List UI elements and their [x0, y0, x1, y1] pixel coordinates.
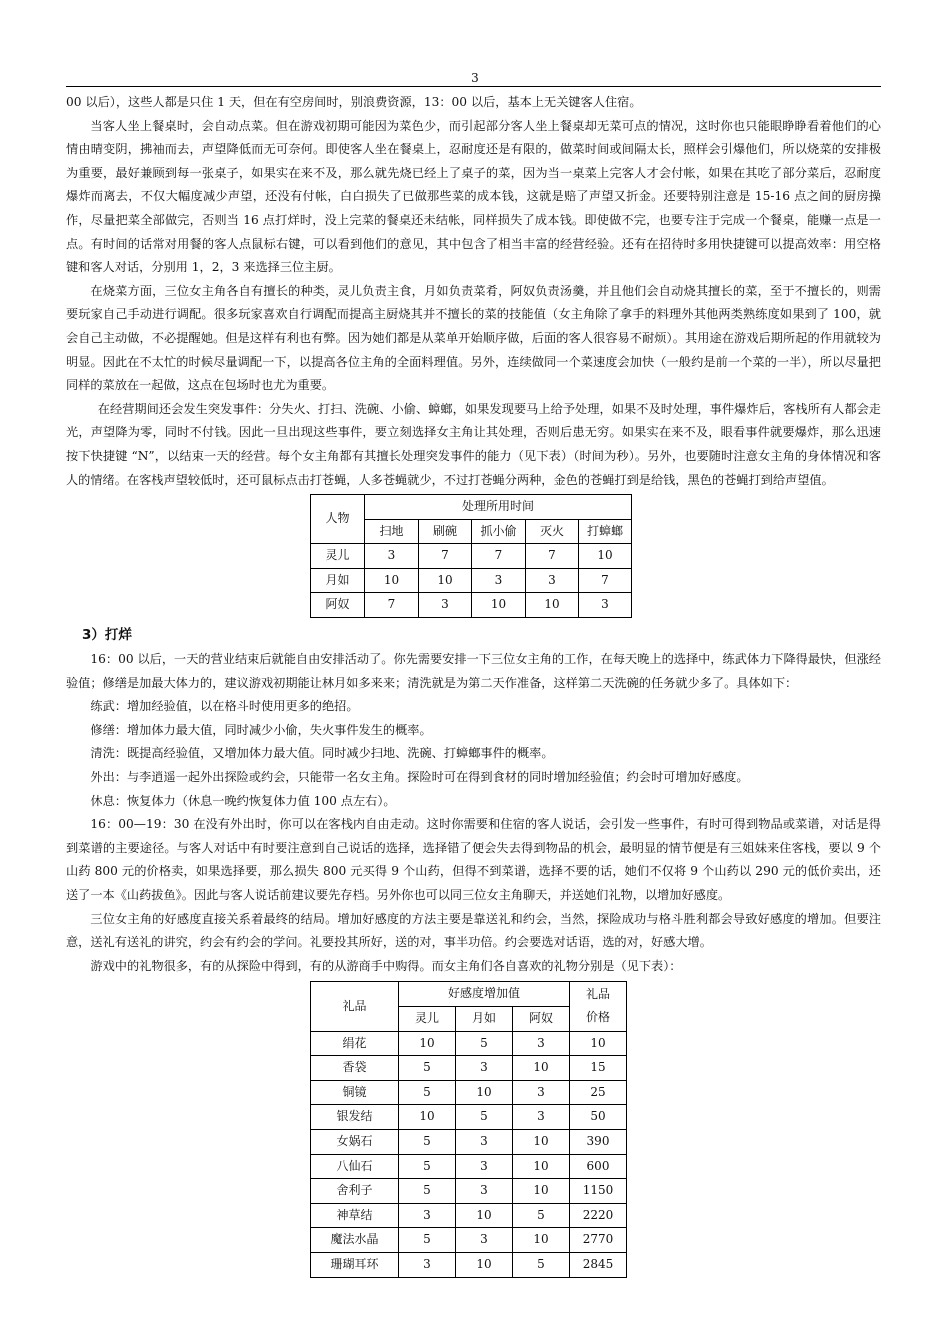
- affinity-value-cell: 5: [456, 1105, 513, 1130]
- events-column-header: 灭火: [526, 519, 579, 544]
- gift-name-cell: 香袋: [311, 1056, 399, 1081]
- gifts-character-header: 阿奴: [513, 1006, 570, 1031]
- time-value-cell: 10: [526, 593, 579, 618]
- gift-name-cell: 珊瑚耳环: [311, 1252, 399, 1277]
- affinity-value-cell: 10: [513, 1228, 570, 1253]
- paragraph: 练武：增加经验值，以在格斗时使用更多的绝招。: [90, 699, 359, 714]
- table-row: [311, 1080, 627, 1105]
- paragraph: 00 以后），这些人都是只住 1 天，但在有空房间时，别浪费资源，13：00 以后，基本上无关键客人住宿。: [66, 95, 642, 109]
- paragraph: 休息：恢复体力（休息一晚约恢复体力值 100 点左右）。: [90, 793, 396, 808]
- paragraph: 在经营期间还会发生突发事件：分失火、打扫、洗碗、小偷、蟑螂，如果发现要马上给予处理，如果不及时处理，事件爆炸后，客栈所有人都会走光，声望降为零，同时不付钱。因此一旦出现这些事件，要立刻选择女主角让其处理，否则后患无穷。如果实在来不及，眼看事件就要爆炸，那么迅速按下快捷键 “N”，以结束一天的经营。每个女主角都有其擅长处理突发事件的能力（见下表）（时间为秒）。另外，也要随时注意女主角的身体情况和客人的情绪。在客栈声望较低时，还可鼠标点击打苍蝇，人多苍蝇就少，不过打苍蝇分两种，金色的苍蝇打到是给钱，黑色的苍蝇打到给声望值。: [66, 401, 881, 487]
- gifts-group-header: 好感度增加值: [399, 982, 570, 1007]
- table-row: [311, 1154, 627, 1179]
- time-value-cell: 10: [365, 568, 419, 593]
- person-name-cell: 灵儿: [311, 544, 365, 569]
- affinity-value-cell: 10: [456, 1080, 513, 1105]
- affinity-value-cell: 3: [513, 1105, 570, 1130]
- gifts-table-wrapper: [310, 981, 881, 1277]
- table-row: [311, 1105, 627, 1130]
- gift-price-cell: 2845: [570, 1252, 627, 1277]
- events-column-header: 打蟑螂: [579, 519, 632, 544]
- time-value-cell: 3: [526, 568, 579, 593]
- table-row: [311, 1031, 627, 1056]
- gift-price-cell: 10: [570, 1031, 627, 1056]
- affinity-value-cell: 3: [513, 1080, 570, 1105]
- gifts-table-body: [311, 1031, 627, 1277]
- table-row: [311, 1228, 627, 1253]
- table-row: [311, 1179, 627, 1204]
- person-name-cell: 阿奴: [311, 593, 365, 618]
- gifts-price-header: [570, 982, 627, 1031]
- affinity-value-cell: 3: [456, 1179, 513, 1204]
- events-column-header: 刷碗: [419, 519, 472, 544]
- document-body: [66, 91, 881, 1278]
- gift-price-cell: 15: [570, 1056, 627, 1081]
- time-value-cell: 7: [472, 544, 526, 569]
- gift-name-cell: 舍利子: [311, 1179, 399, 1204]
- paragraph: 16：00 以后，一天的营业结束后就能自由安排活动了。你先需要安排一下三位女主角的工作，在每天晚上的选择中，练武体力下降得最快，但涨经验值；修缮是加最大体力的，建议游戏初期能让林月如多来来；清洗就是为第二天作准备，这样第二天洗碗的任务就少多了。具体如下：: [66, 652, 881, 690]
- affinity-value-cell: 3: [456, 1129, 513, 1154]
- table-row: [311, 544, 632, 569]
- gift-price-cell: 2220: [570, 1203, 627, 1228]
- events-table-wrapper: [310, 494, 881, 618]
- time-value-cell: 3: [365, 544, 419, 569]
- affinity-value-cell: 10: [513, 1129, 570, 1154]
- affinity-value-cell: 5: [456, 1031, 513, 1056]
- page-number: 3: [471, 71, 479, 85]
- time-value-cell: 10: [419, 568, 472, 593]
- time-value-cell: 3: [579, 593, 632, 618]
- gift-name-cell: 绢花: [311, 1031, 399, 1056]
- gift-name-cell: 女娲石: [311, 1129, 399, 1154]
- table-row: [311, 593, 632, 618]
- gifts-table: [310, 981, 627, 1277]
- time-value-cell: 10: [472, 593, 526, 618]
- affinity-value-cell: 5: [399, 1154, 456, 1179]
- affinity-value-cell: 5: [399, 1080, 456, 1105]
- table-row: [311, 1252, 627, 1277]
- gift-name-cell: 神草结: [311, 1203, 399, 1228]
- events-table-body: [311, 544, 632, 618]
- gifts-name-header: 礼品: [311, 982, 399, 1031]
- affinity-value-cell: 3: [399, 1203, 456, 1228]
- gift-price-cell: 600: [570, 1154, 627, 1179]
- events-person-header: 人物: [311, 495, 365, 544]
- paragraph: 三位女主角的好感度直接关系着最终的结局。增加好感度的方法主要是靠送礼和约会，当然，探险成功与格斗胜利都会导致好感度的增加。但要注意，送礼有送礼的讲究，约会有约会的学问。礼要投其所好，送的对，事半功倍。约会要选对话语，选的对，好感大增。: [66, 911, 881, 950]
- table-row: [311, 1129, 627, 1154]
- affinity-value-cell: 10: [456, 1203, 513, 1228]
- paragraph: 游戏中的礼物很多，有的从探险中得到，有的从游商手中购得。而女主角们各自喜欢的礼物分别是（见下表）：: [90, 958, 682, 973]
- events-column-header: 抓小偷: [472, 519, 526, 544]
- affinity-value-cell: 3: [456, 1228, 513, 1253]
- affinity-value-cell: 10: [513, 1179, 570, 1204]
- person-name-cell: 月如: [311, 568, 365, 593]
- time-value-cell: 7: [419, 544, 472, 569]
- time-value-cell: 10: [579, 544, 632, 569]
- affinity-value-cell: 10: [513, 1154, 570, 1179]
- affinity-value-cell: 5: [399, 1228, 456, 1253]
- section-heading: 3）打烊: [82, 627, 132, 644]
- affinity-value-cell: 5: [513, 1252, 570, 1277]
- affinity-value-cell: 5: [399, 1056, 456, 1081]
- affinity-value-cell: 10: [456, 1252, 513, 1277]
- time-value-cell: 3: [419, 593, 472, 618]
- affinity-value-cell: 3: [513, 1031, 570, 1056]
- events-column-header: 扫地: [365, 519, 419, 544]
- events-table: [310, 494, 632, 618]
- paragraph: 在烧菜方面，三位女主角各自有擅长的种类，灵儿负责主食，月如负责菜肴，阿奴负责汤羹，并且他们会自动烧其擅长的菜，至于不擅长的，则需要玩家自己手动进行调配。很多玩家喜欢自行调配而提高主厨烧其并不擅长的菜的技能值（女主角除了拿手的料理外其他两类熟练度如果到了 100，就会自己主动做，不必提醒她。但是这样有利也有弊。因为她们都是从菜单开始顺序做，后面的客人很容易不耐烦）。其用途在游戏后期所起的作用就较为明显。因此在不太忙的时候尽量调配一下，以提高各位主角的全面料理值。另外，连续做同一个菜速度会加快（一般约是前一个菜的一半），所以尽量把同样的菜放在一起做，这点在包场时也尤为重要。: [66, 283, 881, 393]
- affinity-value-cell: 5: [513, 1203, 570, 1228]
- time-value-cell: 7: [365, 593, 419, 618]
- gift-name-cell: 魔法水晶: [311, 1228, 399, 1253]
- affinity-value-cell: 10: [513, 1056, 570, 1081]
- gifts-price-header-line2: 价格: [585, 1010, 610, 1025]
- paragraphs-after-events-table: [66, 648, 881, 978]
- gift-name-cell: 铜镜: [311, 1080, 399, 1105]
- paragraph: 当客人坐上餐桌时，会自动点菜。但在游戏初期可能因为菜色少，而引起部分客人坐上餐桌却无菜可点的情况，这时你也只能眼睁睁看着他们的心情由晴变阴，拂袖而去，声望降低而无可奈何。即使客人坐在餐桌上，忍耐度还是有限的，做菜时间或间隔太长，照样会引爆他们，所以烧菜的安排极为重要，最好兼顾到每一张桌子，如果实在来不及，那么就先烧已经上了桌子的菜，因为当一桌菜上完客人才会付帐，如果在其吃了部分菜后，忍耐度爆炸而离去，不仅大幅度减少声望，还没有付帐，白白损失了已做那些菜的成本钱，这就是赔了声望又折金。还要特别注意是 15-16 点之间的厨房操作，尽量把菜全部做完，否则当 16 点打烊时，没上完菜的餐桌还未结帐，同样损失了成本钱。即使做不完，也要专注于完成一个餐桌，能赚一点是一点。有时间的话常对用餐的客人点鼠标右键，可以看到他们的意见，其中包含了相当丰富的经营经验。还有在招待时多用快捷键可以提高效率：用空格键和客人对话，分别用 1，2，3 来选择三位主厨。: [66, 118, 881, 275]
- gift-price-cell: 50: [570, 1105, 627, 1130]
- gifts-character-header: 月如: [456, 1006, 513, 1031]
- paragraph: 修缮：增加体力最大值，同时减少小偷，失火事件发生的概率。: [90, 722, 432, 737]
- affinity-value-cell: 10: [399, 1031, 456, 1056]
- time-value-cell: 3: [472, 568, 526, 593]
- gift-name-cell: 银发结: [311, 1105, 399, 1130]
- affinity-value-cell: 3: [456, 1056, 513, 1081]
- gift-price-cell: 25: [570, 1080, 627, 1105]
- table-row: [311, 568, 632, 593]
- table-row: [311, 1056, 627, 1081]
- events-group-header: 处理所用时间: [365, 495, 632, 520]
- affinity-value-cell: 5: [399, 1179, 456, 1204]
- gift-price-cell: 2770: [570, 1228, 627, 1253]
- paragraph: 外出：与李逍遥一起外出探险或约会，只能带一名女主角。探险时可在得到食材的同时增加经验值；约会时可增加好感度。: [90, 770, 749, 785]
- gift-price-cell: 1150: [570, 1179, 627, 1204]
- gifts-character-header: 灵儿: [399, 1006, 456, 1031]
- affinity-value-cell: 5: [399, 1129, 456, 1154]
- paragraph: 清洗：既提高经验值，又增加体力最大值。同时减少扫地、洗碗、打蟑螂事件的概率。: [90, 746, 554, 761]
- gift-name-cell: 八仙石: [311, 1154, 399, 1179]
- time-value-cell: 7: [526, 544, 579, 569]
- affinity-value-cell: 10: [399, 1105, 456, 1130]
- affinity-value-cell: 3: [456, 1154, 513, 1179]
- table-row: [311, 1203, 627, 1228]
- gift-price-cell: 390: [570, 1129, 627, 1154]
- affinity-value-cell: 3: [399, 1252, 456, 1277]
- header-rule: [66, 86, 881, 87]
- gifts-price-header-line1: 礼品: [585, 986, 610, 1001]
- paragraphs-before-events-table: [66, 91, 881, 492]
- time-value-cell: 7: [579, 568, 632, 593]
- paragraph: 16：00—19：30 在没有外出时，你可以在客栈内自由走动。这时你需要和住宿的客人说话，会引发一些事件，有时可得到物品或菜谱，对话是得到菜谱的主要途径。与客人对话中有时要注意到自己说话的选择，选择错了便会失去得到物品的机会，最明显的情节便是有三姐妹来住客栈，要以 9 个山药 800 元的价格卖，如果选择要，那么损失 800 元买得 9 个山药，但得不到菜谱，选择不要的话，她们不仅将 9 个山药以 290 元的低价卖出，还送了一本《山药拔鱼》。因此与客人说话前建议要先存档。另外你也可以同三位女主角聊天，并送她们礼物，以增加好感度。: [66, 817, 881, 902]
